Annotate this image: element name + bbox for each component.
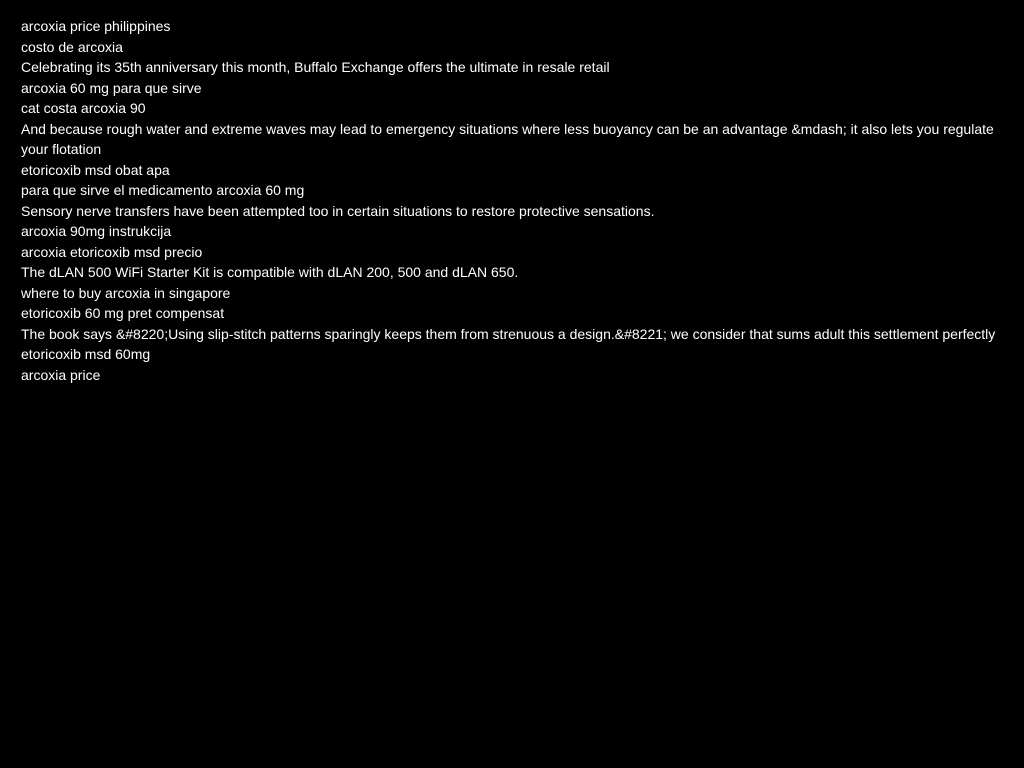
text-line: etoricoxib 60 mg pret compensat [21, 305, 225, 321]
text-line: Celebrating its 35th anniversary this month, Buffalo Exchange offers the ultimate in resale retail [21, 59, 610, 75]
text-line: cat costa arcoxia 90 [21, 100, 146, 116]
text-line: The book says &#8220;Using slip-stitch patterns sparingly keeps them from strenuous a design.&#8221; we consider that sums adult this settlement perfectly [21, 325, 996, 342]
text-line: Sensory nerve transfers have been attempted too in certain situations to restore protective sensations. [21, 202, 655, 219]
text-line: where to buy arcoxia in singapore [21, 284, 231, 301]
text-line: arcoxia price [21, 366, 101, 383]
text-line: costo de arcoxia [21, 38, 123, 55]
text-line: etoricoxib msd 60mg [21, 346, 151, 362]
text-line: etoricoxib msd obat apa [21, 161, 170, 178]
text-line: And because rough water and extreme waves may lead to emergency situations where less buoyancy can be an advantage &mdash; it also lets you regulate your flotation [21, 120, 994, 157]
text-line: The dLAN 500 WiFi Starter Kit is compatible with dLAN 200, 500 and dLAN 650. [21, 264, 519, 280]
text-block [21, 16, 996, 385]
text-line: para que sirve el medicamento arcoxia 60 mg [21, 182, 305, 198]
text-line: arcoxia 60 mg para que sirve [21, 79, 202, 96]
text-line: arcoxia etoricoxib msd precio [21, 243, 203, 260]
text-line: arcoxia price philippines [21, 18, 171, 34]
text-line: arcoxia 90mg instrukcija [21, 223, 172, 239]
